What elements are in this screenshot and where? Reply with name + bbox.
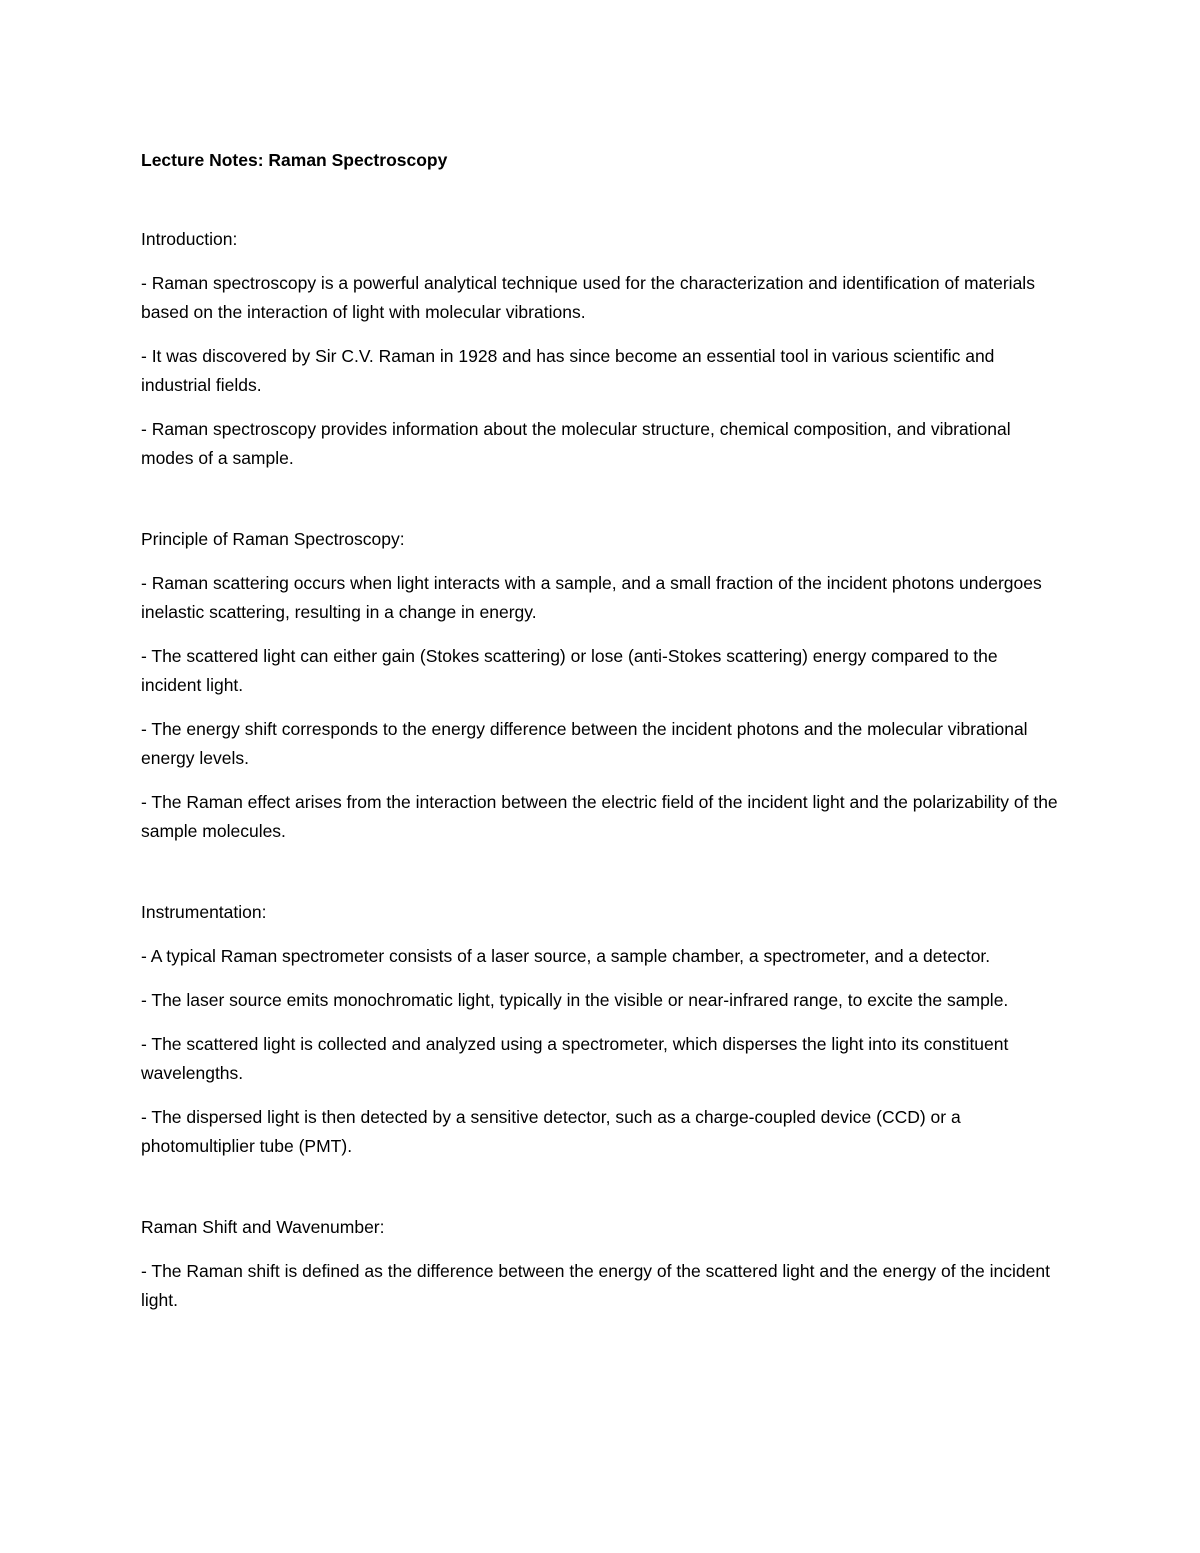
bullet-item: - The laser source emits monochromatic light, typically in the visible or near-infrared range, to excite the sample. [141,990,1009,1010]
bullet-item: - The scattered light is collected and analyzed using a spectrometer, which disperses the light into its constituent wavelengths. [141,1034,1009,1083]
bullet-item: - The energy shift corresponds to the energy difference between the incident photons and the molecular vibrational energy levels. [141,719,1028,768]
section-heading: Instrumentation: [141,902,267,922]
bullet-item: - The Raman effect arises from the interaction between the electric field of the incident light and the polarizability of the sample molecules. [141,792,1058,841]
section-heading: Introduction: [141,229,238,249]
document-page [141,146,1061,1367]
bullet-item: - The scattered light can either gain (Stokes scattering) or lose (anti-Stokes scattering) energy compared to the incident light. [141,646,998,695]
bullet-item: - It was discovered by Sir C.V. Raman in 1928 and has since become an essential tool in various scientific and industrial fields. [141,346,995,395]
document-title: Lecture Notes: Raman Spectroscopy [141,150,448,170]
bullet-item: - Raman spectroscopy provides information about the molecular structure, chemical composition, and vibrational modes of a sample. [141,419,1011,468]
section-heading: Raman Shift and Wavenumber: [141,1217,385,1237]
section-instrumentation [141,898,1061,1161]
bullet-item: - A typical Raman spectrometer consists of a laser source, a sample chamber, a spectrometer, and a detector. [141,946,991,966]
bullet-item: - Raman spectroscopy is a powerful analytical technique used for the characterization and identification of materials based on the interaction of light with molecular vibrations. [141,273,1035,322]
bullet-item: - The dispersed light is then detected by a sensitive detector, such as a charge-coupled device (CCD) or a photomultiplier tube (PMT). [141,1107,961,1156]
section-raman-shift [141,1213,1061,1315]
section-principle [141,525,1061,846]
bullet-item: - The Raman shift is defined as the difference between the energy of the scattered light and the energy of the incident light. [141,1261,1050,1310]
bullet-item: - Raman scattering occurs when light interacts with a sample, and a small fraction of the incident photons undergoes inelastic scattering, resulting in a change in energy. [141,573,1042,622]
section-heading: Principle of Raman Spectroscopy: [141,529,405,549]
section-introduction [141,225,1061,473]
